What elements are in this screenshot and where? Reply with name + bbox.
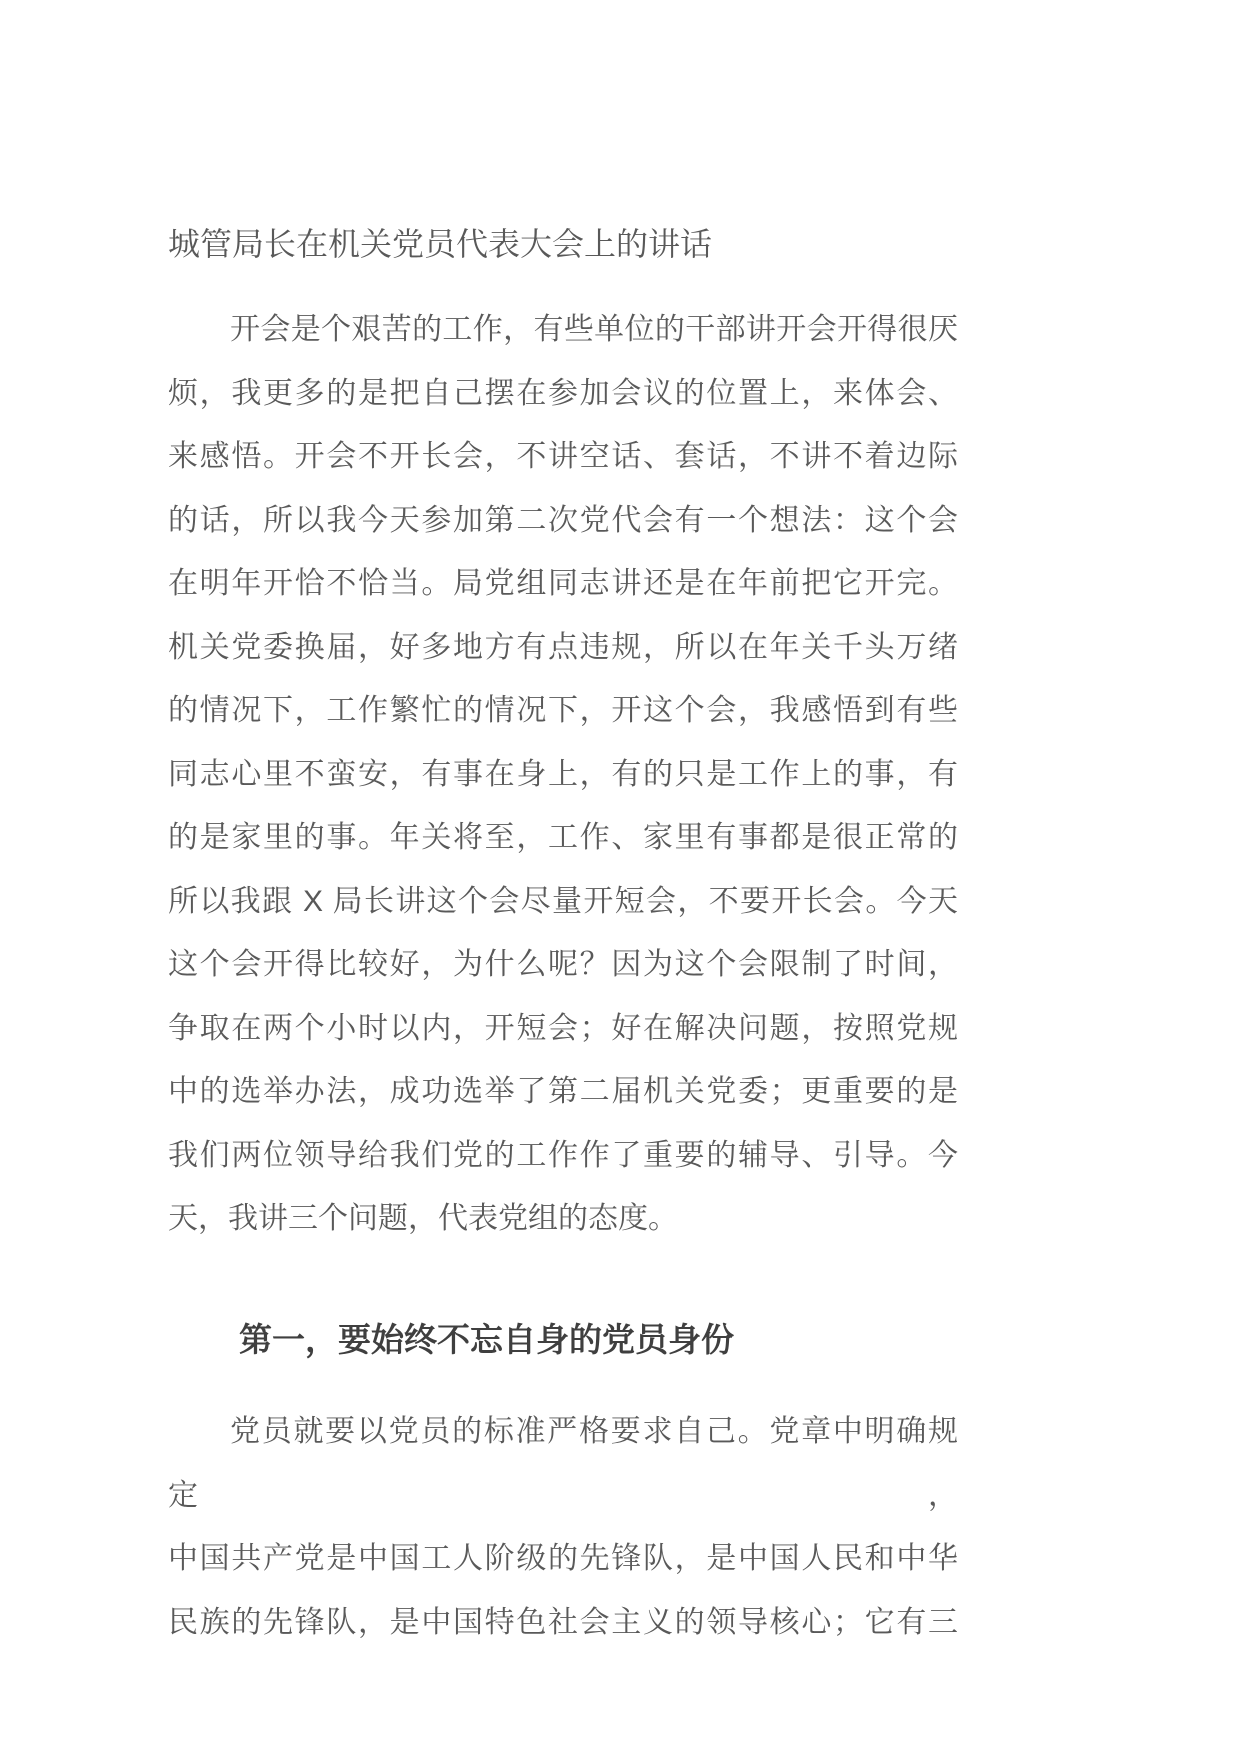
text-line: 我们两位领导给我们党的工作作了重要的辅导、引导。今	[168, 1138, 958, 1172]
text-line: 争取在两个小时以内，开短会；好在解决问题，按照党规	[168, 1011, 958, 1045]
text-line: 来感悟。开会不开长会，不讲空话、套话，不讲不着边际	[168, 440, 958, 473]
text-line: 烦，我更多的是把自己摆在参加会议的位置上，来体会、	[168, 376, 958, 410]
text-line: 的是家里的事。年关将至，工作、家里有事都是很正常的	[168, 821, 958, 854]
section-heading: 第一，要始终不忘自身的党员身份	[239, 1320, 734, 1358]
document-content	[168, 0, 958, 1654]
paragraph	[168, 298, 958, 1251]
text-line: 的话，所以我今天参加第二次党代会有一个想法：这个会	[168, 503, 958, 537]
text-line: 中国共产党是中国工人阶级的先锋队，是中国人民和中华	[168, 1542, 958, 1575]
text-line: 民族的先锋队，是中国特色社会主义的领导核心；它有三	[168, 1605, 958, 1639]
text-line: 同志心里不蛮安，有事在身上，有的只是工作上的事，有	[168, 757, 958, 791]
document-body	[168, 298, 958, 1654]
text-line: 的情况下，工作繁忙的情况下，开这个会，我感悟到有些	[168, 694, 958, 727]
paragraph	[168, 1400, 958, 1654]
text-line: 党员就要以党员的标准严格要求自己。党章中明确规定，	[168, 1415, 958, 1512]
text-line: 机关党委换届，好多地方有点违规，所以在年关千头万绪	[168, 630, 958, 664]
text-line: 中的选举办法，成功选举了第二届机关党委；更重要的是	[168, 1075, 958, 1108]
text-line: 这个会开得比较好，为什么呢？因为这个会限制了时间，	[168, 948, 958, 981]
text-line: 所以我跟 X 局长讲这个会尽量开短会，不要开长会。今天	[168, 884, 958, 918]
document-title: 城管局长在机关党员代表大会上的讲话	[168, 226, 713, 262]
text-line: 开会是个艰苦的工作，有些单位的干部讲开会开得很厌	[230, 313, 958, 346]
text-line: 天，我讲三个问题，代表党组的态度。	[168, 1202, 678, 1235]
text-line: 在明年开恰不恰当。局党组同志讲还是在年前把它开完。	[168, 567, 958, 600]
